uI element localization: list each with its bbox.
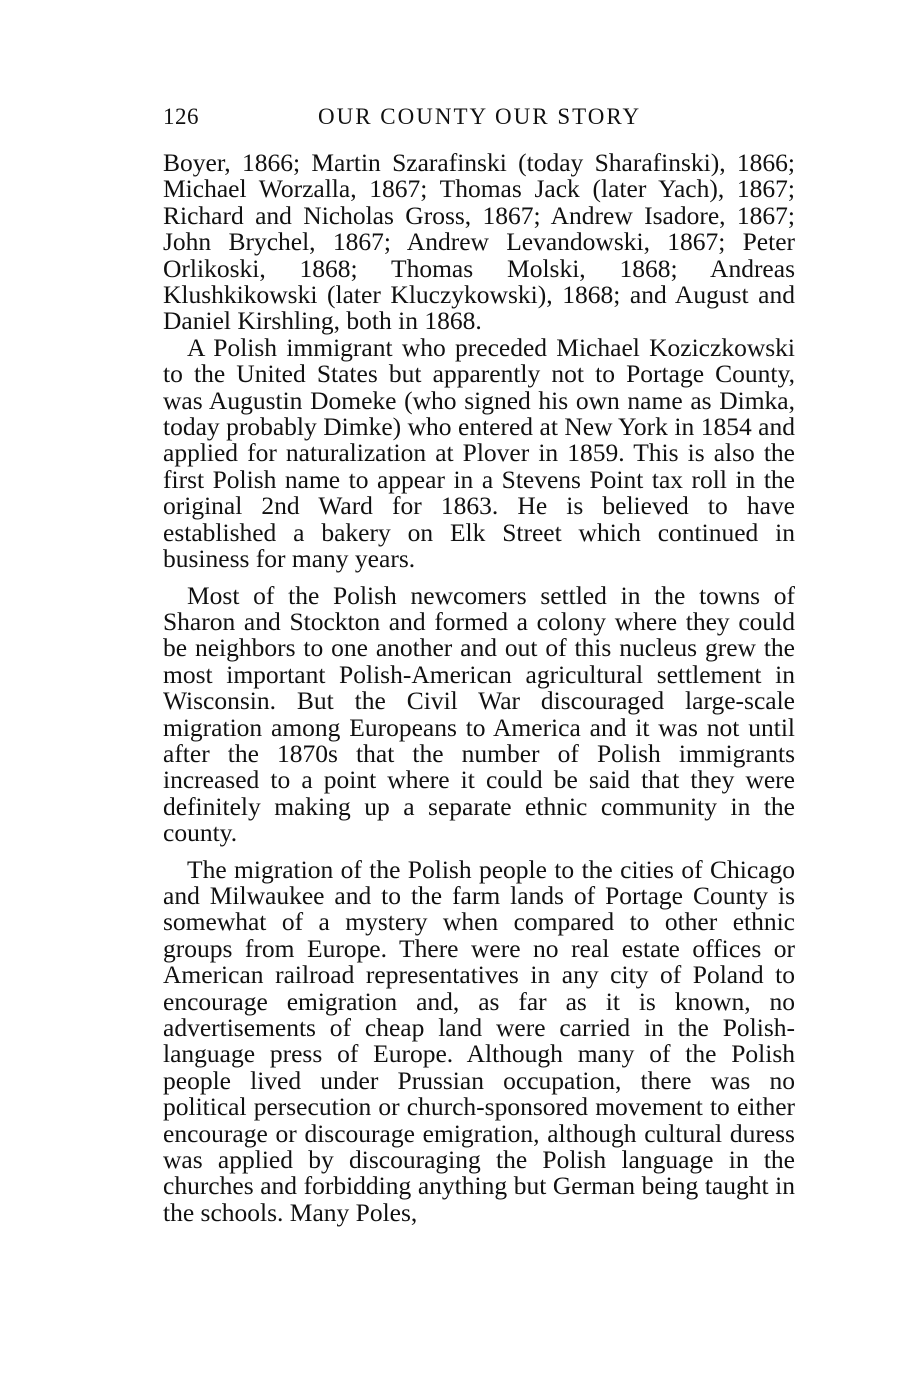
book-title: OUR COUNTY OUR STORY	[318, 104, 642, 129]
body-text	[163, 150, 795, 1226]
running-head	[163, 104, 795, 134]
paragraph-continued: Boyer, 1866; Martin Szarafinski (today Sharafinski), 1866; Michael Worzalla, 1867; Thomas Jack (later Yach), 1867; Richard and Nicholas Gross, 1867; Andrew Isadore, 1867; John Brychel, 1867; Andrew Levandowski, 1867; Peter Orlikoski, 1868; Thomas Molski, 1868; Andreas Klushkikowski (later Kluczykowski), 1868; and August and Daniel Kirshling, both in 1868.	[163, 148, 795, 336]
paragraph-migration: The migration of the Polish people to the cities of Chicago and Milwaukee and to the farm lands of Portage County is somewhat of a mystery when compared to other ethnic groups from Europe. There were no real estate offices or American railroad representatives in any city of Poland to encourage emigration and, as far as it is known, no advertisements of cheap land were carried in the Polish-language press of Europe. Although many of the Polish people lived under Prussian occupation, there was no political persecution or church-sponsored movement to either encourage or discourage emigration, although cultural duress was applied by discouraging the Polish language in the churches and forbidding anything but German being taught in the schools. Many Poles,	[163, 854, 795, 1227]
paragraph-domeke: A Polish immigrant who preceded Michael Koziczkowski to the United States but apparently not to Portage County, was Augustin Domeke (who signed his own name as Dimka, today probably Dimke) who entered at New York in 1854 and applied for naturalization at Plover in 1859. This is also the first Polish name to appear in a Stevens Point tax roll in the original 2nd Ward for 1863. He is believed to have established a bakery on Elk Street which continued in business for many years.	[163, 332, 795, 574]
paragraph-settlement: Most of the Polish newcomers settled in the towns of Sharon and Stockton and formed a colony where they could be neighbors to one another and out of this nucleus grew the most important Polish-American agricultural settlement in Wisconsin. But the Civil War discouraged large-scale migration among Europeans to America and it was not until after the 1870s that the number of Polish immigrants increased to a point where it could be said that they were definitely making up a separate ethnic community in the county.	[163, 580, 795, 848]
page-number: 126	[163, 104, 199, 129]
